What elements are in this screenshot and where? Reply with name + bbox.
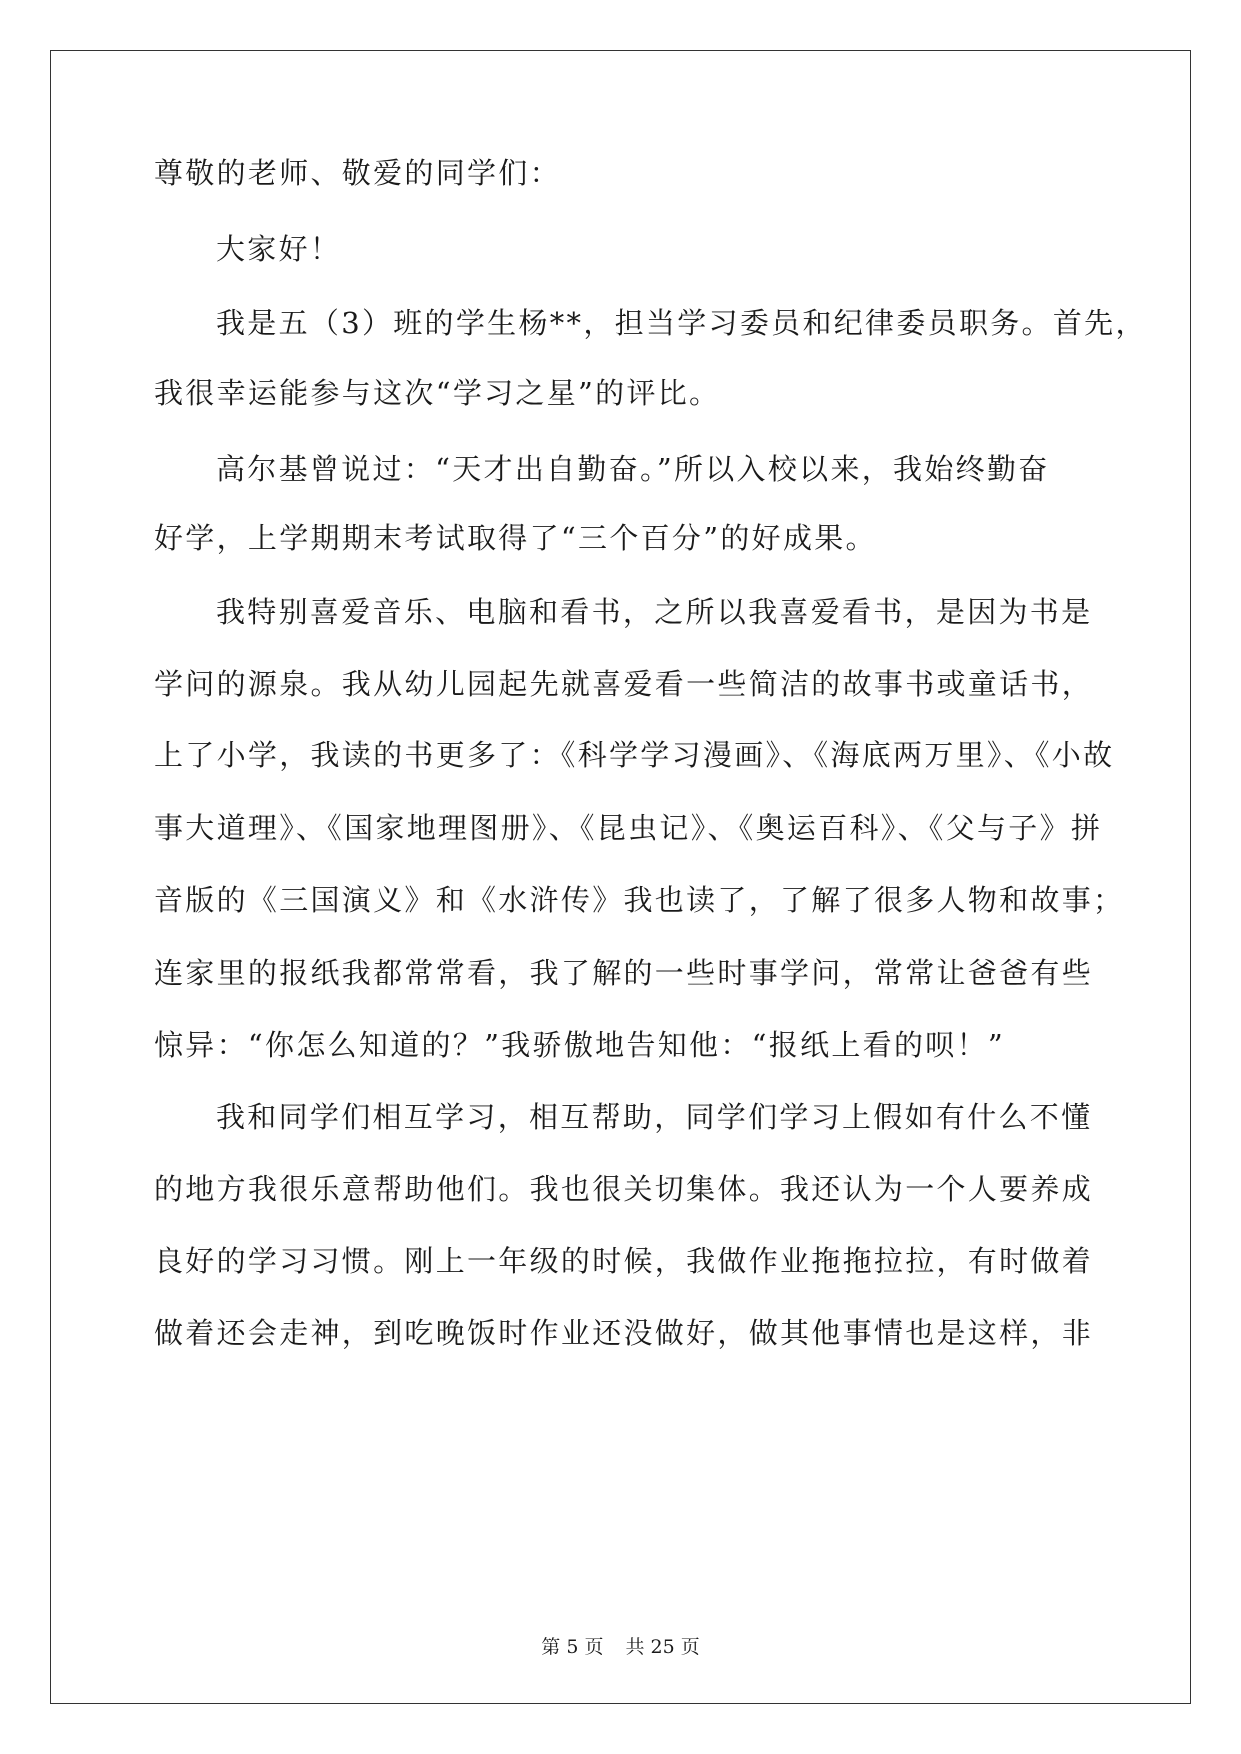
page-total: 共 25 页 bbox=[625, 1636, 700, 1658]
greeting-line: 大家好！ bbox=[216, 232, 342, 266]
salutation-line: 尊敬的老师、敬爱的同学们： bbox=[154, 156, 561, 190]
paragraph-line: 惊异：“你怎么知道的？”我骄傲地告知他：“报纸上看的呗！” bbox=[154, 1028, 1006, 1062]
paragraph-line: 的地方我很乐意帮助他们。我也很关切集体。我还认为一个人要养成 bbox=[154, 1172, 1094, 1206]
page-footer bbox=[0, 1632, 1241, 1659]
paragraph-line: 音版的《三国演义》和《水浒传》我也读了，了解了很多人物和故事； bbox=[154, 883, 1125, 917]
paragraph-line: 良好的学习习惯。刚上一年级的时候，我做作业拖拖拉拉，有时做着 bbox=[154, 1244, 1094, 1278]
paragraph-line: 我特别喜爱音乐、电脑和看书，之所以我喜爱看书，是因为书是 bbox=[216, 595, 1093, 629]
page-number: 第 5 页 bbox=[541, 1636, 604, 1658]
paragraph-line: 我和同学们相互学习，相互帮助，同学们学习上假如有什么不懂 bbox=[216, 1100, 1093, 1134]
paragraph-line: 学问的源泉。我从幼儿园起先就喜爱看一些简洁的故事书或童话书， bbox=[154, 667, 1094, 701]
paragraph-line: 好学，上学期期末考试取得了“三个百分”的好成果。 bbox=[154, 521, 877, 555]
paragraph-line: 我是五（3）班的学生杨**，担当学习委员和纪律委员职务。首先， bbox=[216, 306, 1147, 340]
paragraph-line: 做着还会走神，到吃晚饭时作业还没做好，做其他事情也是这样，非 bbox=[154, 1316, 1094, 1350]
page-border bbox=[50, 50, 1191, 1704]
paragraph-line: 连家里的报纸我都常常看，我了解的一些时事学问，常常让爸爸有些 bbox=[154, 956, 1094, 990]
paragraph-line: 事大道理》、《国家地理图册》、《昆虫记》、《奥运百科》、《父与子》拼 bbox=[154, 811, 1103, 845]
paragraph-line: 我很幸运能参与这次“学习之星”的评比。 bbox=[154, 376, 721, 410]
paragraph-line: 高尔基曾说过：“天才出自勤奋。”所以入校以来，我始终勤奋 bbox=[216, 452, 1050, 486]
paragraph-line: 上了小学，我读的书更多了：《科学学习漫画》、《海底两万里》、《小故 bbox=[154, 738, 1115, 772]
